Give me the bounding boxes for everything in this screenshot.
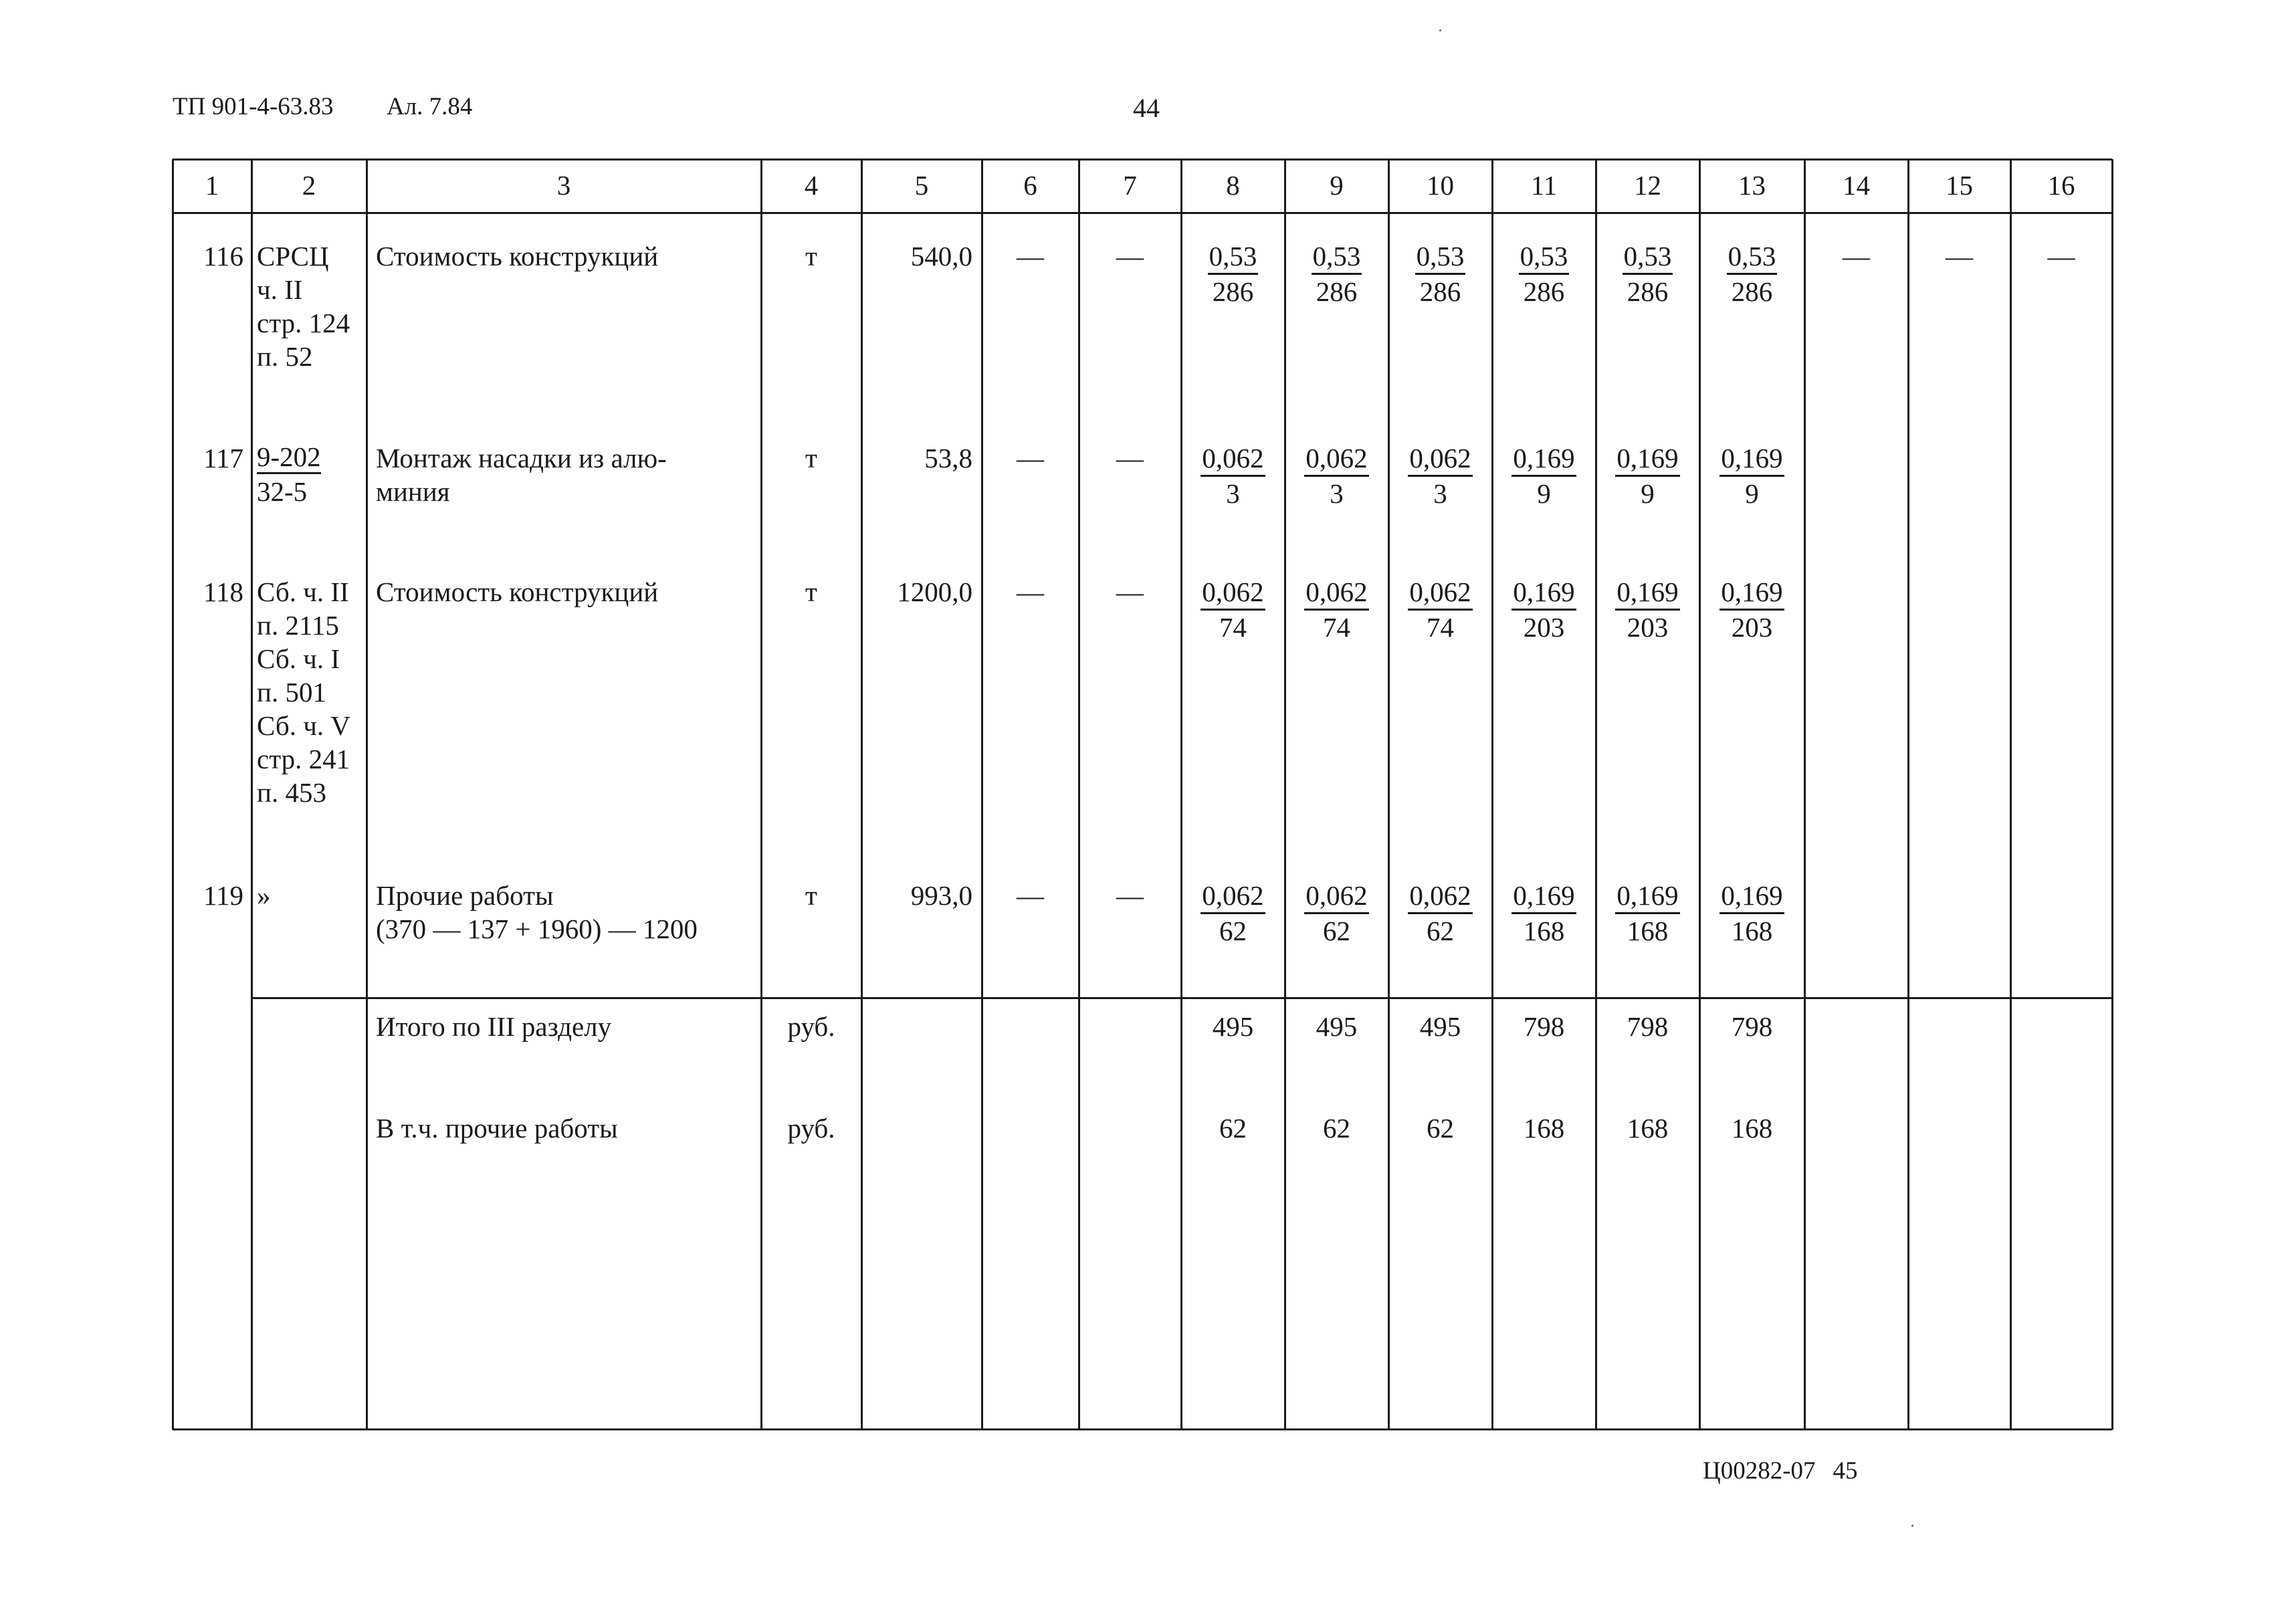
dash-cell: — [1017,576,1044,607]
grid-line-vertical [1699,159,1701,1430]
fraction-numerator: 0,169 [1719,441,1784,477]
row-reference-line: п. 501 [257,677,326,708]
fraction-numerator: 0,062 [1304,441,1368,477]
fraction-cell [1181,239,1285,308]
fraction-denominator: 286 [1212,276,1254,307]
fraction-denominator: 286 [1731,276,1773,307]
grid-line-vertical [1595,159,1597,1430]
fraction-denominator: 3 [1330,478,1344,509]
fraction-cell [1596,239,1699,308]
row-quantity: 53,8 [924,443,972,473]
grid-line-bottom [173,1428,2112,1430]
dash-cell: — [1116,443,1144,473]
fraction-cell [1492,575,1596,644]
column-header-11: 11 [1530,170,1558,201]
fraction-cell [1181,441,1285,510]
grid-line-vertical [366,159,368,1430]
column-header-16: 16 [2047,170,2075,201]
grid-line-vertical [1804,159,1806,1430]
row-number: 119 [203,880,243,911]
fraction-denominator: 203 [1523,612,1565,643]
column-header-9: 9 [1330,170,1344,201]
column-header-2: 2 [302,170,316,201]
grid-line-vertical [981,159,983,1430]
column-header-13: 13 [1738,170,1766,201]
column-header-7: 7 [1123,170,1137,201]
fraction-numerator: 0,169 [1511,441,1576,477]
row-unit: т [805,241,817,272]
total-value: 495 [1212,1011,1254,1042]
page-number: 44 [1133,93,1160,123]
grid-line-vertical [760,159,762,1430]
row-unit: т [805,576,817,607]
grid-line-vertical [1907,159,1909,1430]
fraction-denominator: 62 [1427,916,1454,946]
grid-line-header-bottom [173,212,2112,214]
fraction-cell [1492,239,1596,308]
dash-cell: — [1017,241,1044,272]
fraction-cell [1596,441,1699,510]
fraction-denominator: 74 [1323,612,1350,643]
row-name-line: Прочие работы [376,880,554,911]
fraction-denominator: 203 [1731,612,1773,643]
fraction-cell [1388,575,1492,644]
column-header-5: 5 [914,170,929,201]
total-label: В т.ч. прочие работы [376,1113,618,1144]
total-value: 168 [1627,1113,1669,1144]
total-unit: руб. [787,1113,835,1144]
fraction-denominator: 203 [1627,612,1669,643]
total-value: 62 [1427,1113,1454,1144]
fraction-denominator: 74 [1219,612,1247,643]
total-unit: руб. [787,1011,835,1042]
fraction-numerator: 0,169 [1511,575,1576,611]
fraction-denominator: 9 [1537,478,1551,509]
row-number: 117 [203,443,243,473]
fraction-numerator: 0,062 [1201,879,1265,914]
fraction-cell [1596,575,1699,644]
row-reference-line: » [257,880,271,911]
footer-code: Ц00282-07 [1703,1457,1816,1485]
column-header-3: 3 [556,170,571,201]
fraction-cell [1181,879,1285,948]
row-quantity: 1200,0 [897,576,972,607]
total-value: 62 [1323,1113,1350,1144]
total-value: 495 [1419,1011,1461,1042]
grid-line-vertical [2111,159,2113,1430]
column-header-1: 1 [205,170,219,201]
fraction-numerator: 0,062 [1304,575,1368,611]
fraction-denominator: 168 [1523,916,1565,946]
dash-cell: — [1946,241,1973,272]
total-value: 168 [1731,1113,1773,1144]
column-header-14: 14 [1843,170,1870,201]
dash-cell: — [1116,241,1144,272]
grid-line-vertical [251,159,253,1430]
total-value: 798 [1523,1011,1565,1042]
fraction-denominator: 286 [1523,276,1565,307]
dash-cell: — [2047,241,2075,272]
fraction-denominator: 286 [1419,276,1461,307]
row-name-line: Стоимость конструкций [376,576,659,607]
fraction-cell [1388,441,1492,510]
column-header-12: 12 [1634,170,1661,201]
row-reference-line: Сб. ч. I [257,643,340,674]
document-code: ТП 901-4-63.83 [173,93,334,120]
row-reference-line: п. 52 [257,341,313,372]
total-label: Итого по III разделу [376,1011,612,1042]
fraction-numerator: 0,169 [1719,879,1784,914]
fraction-numerator: 0,062 [1408,879,1472,914]
column-header-10: 10 [1427,170,1454,201]
total-value: 495 [1316,1011,1358,1042]
column-header-6: 6 [1023,170,1037,201]
row-name-line: миния [376,476,450,507]
grid-line-vertical [2010,159,2012,1430]
row-reference-line: ч. II [257,274,303,305]
row-name-line: Монтаж насадки из алю- [376,443,667,473]
fraction-cell [1699,575,1804,644]
fraction-denominator: 3 [1433,478,1447,509]
fraction-denominator: 62 [1219,916,1247,946]
grid-line-top [173,158,2112,160]
fraction-cell [1388,239,1492,308]
footer [1703,1457,1858,1485]
grid-line-vertical [1388,159,1390,1430]
total-value: 168 [1523,1113,1565,1144]
fraction-cell [1285,575,1388,644]
dash-cell: — [1017,443,1044,473]
fraction-denominator: 3 [1226,478,1240,509]
grid-line-vertical [1078,159,1080,1430]
fraction-numerator: 0,169 [1511,879,1576,914]
fraction-numerator: 0,062 [1304,879,1368,914]
row-reference-line: п. 2115 [257,610,339,641]
row-reference-line: Сб. ч. V [257,710,350,741]
dash-cell: — [1843,241,1870,272]
fraction-numerator: 0,53 [1312,239,1362,275]
row-quantity: 540,0 [910,241,972,272]
fraction-denominator: 286 [1316,276,1358,307]
fraction-cell [1492,441,1596,510]
fraction-cell [1699,239,1804,308]
fraction-cell [1699,879,1804,948]
footer-sheet: 45 [1833,1457,1858,1485]
total-value: 798 [1627,1011,1669,1042]
dash-cell: — [1116,880,1144,911]
column-header-8: 8 [1226,170,1240,201]
fraction-denominator: 286 [1627,276,1669,307]
fraction-numerator: 0,169 [1615,441,1679,477]
fraction-denominator: 62 [1323,916,1350,946]
dash-cell: — [1116,576,1144,607]
scan-speck [1439,29,1441,31]
row-reference-line: стр. 124 [257,308,350,338]
fraction-numerator: 0,062 [1201,575,1265,611]
fraction-numerator: 0,169 [1615,879,1679,914]
fraction-numerator: 0,169 [1615,575,1679,611]
grid-line-vertical [1284,159,1286,1430]
fraction-numerator: 0,53 [1208,239,1259,275]
fraction-numerator: 0,53 [1519,239,1570,275]
row-reference-line: п. 453 [257,777,326,808]
fraction-numerator: 0,53 [1727,239,1778,275]
fraction-cell [1596,879,1699,948]
fraction-denominator: 9 [1641,478,1655,509]
column-header-15: 15 [1946,170,1973,201]
column-header-4: 4 [804,170,819,201]
fraction-cell [1285,879,1388,948]
fraction-numerator: 0,53 [1415,239,1466,275]
fraction-numerator: 0,062 [1408,441,1472,477]
grid-line-vertical [1491,159,1493,1430]
row-name-line: (370 — 137 + 1960) — 1200 [376,914,698,944]
grid-line-vertical [172,159,174,1430]
fraction-numerator: 0,53 [1623,239,1673,275]
row-reference-line: 32-5 [257,476,308,507]
album-number: Ал. 7.84 [387,93,473,120]
fraction-numerator: 0,169 [1719,575,1784,611]
fraction-denominator: 9 [1745,478,1759,509]
row-unit: т [805,880,817,911]
row-reference-line: стр. 241 [257,744,350,774]
grid-line-totals [251,997,2112,999]
estimate-table [173,159,2112,1430]
fraction-cell [1181,575,1285,644]
row-reference-line: Сб. ч. II [257,576,349,607]
fraction-cell [1492,879,1596,948]
fraction-cell [1285,441,1388,510]
row-quantity: 993,0 [910,880,972,911]
fraction-cell [1285,239,1388,308]
row-reference-line: 9-202 [257,441,321,474]
grid-line-vertical [1180,159,1182,1430]
fraction-denominator: 168 [1731,916,1773,946]
row-number: 118 [203,576,243,607]
row-name-line: Стоимость конструкций [376,241,659,272]
row-number: 116 [203,241,243,272]
fraction-cell [1388,879,1492,948]
fraction-cell [1699,441,1804,510]
fraction-numerator: 0,062 [1201,441,1265,477]
total-value: 798 [1731,1011,1773,1042]
grid-line-vertical [861,159,863,1430]
scan-speck [1911,1525,1913,1527]
row-reference-line: СРСЦ [257,241,329,272]
total-value: 62 [1219,1113,1247,1144]
dash-cell: — [1017,880,1044,911]
fraction-denominator: 74 [1427,612,1454,643]
fraction-denominator: 168 [1627,916,1669,946]
fraction-numerator: 0,062 [1408,575,1472,611]
row-unit: т [805,443,817,473]
